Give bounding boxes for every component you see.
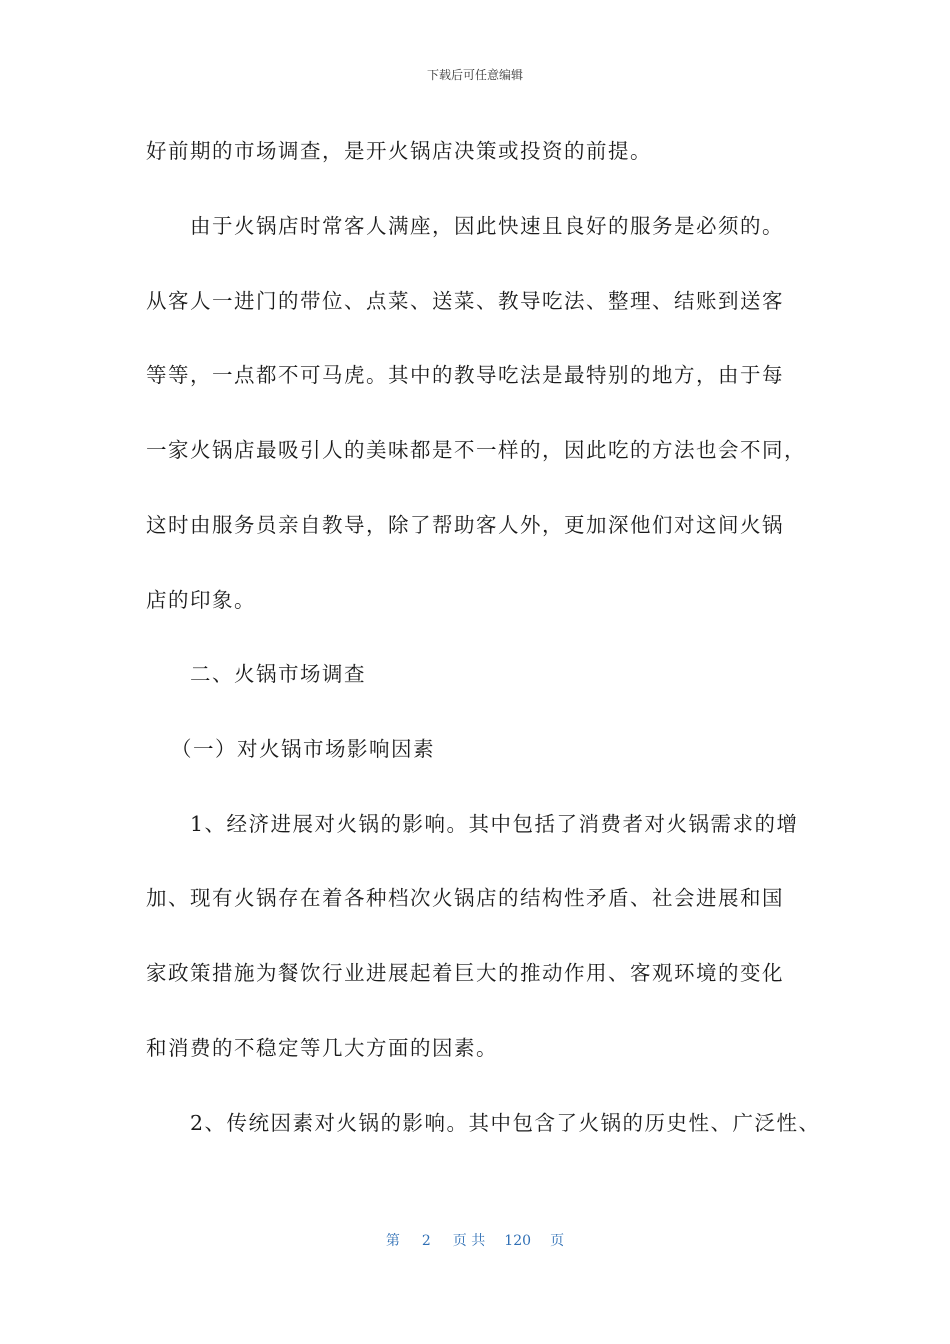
page-footer xyxy=(0,1230,950,1250)
total-pages: 120 xyxy=(504,1233,532,1249)
footer-suffix: 页 xyxy=(550,1233,565,1249)
paragraph-line: 加、现有火锅存在着各种档次火锅店的结构性矛盾、社会进展和国 xyxy=(146,886,784,910)
footer-middle: 页 共 xyxy=(452,1233,486,1249)
page-header: 下载后可任意编辑 xyxy=(426,68,523,82)
paragraph-line: 好前期的市场调查，是开火锅店决策或投资的前提。 xyxy=(146,139,652,163)
footer-prefix: 第 xyxy=(385,1233,400,1249)
current-page-number: 2 xyxy=(421,1233,431,1249)
paragraph-line: 从客人一进门的带位、点菜、送菜、教导吃法、整理、结账到送客 xyxy=(146,289,784,313)
paragraph-line: 店的印象。 xyxy=(146,588,256,612)
section-heading: 二、火锅市场调查 xyxy=(190,662,366,686)
paragraph-line: 这时由服务员亲自教导，除了帮助客人外，更加深他们对这间火锅 xyxy=(146,513,784,537)
paragraph-line: 等等，一点都不可马虎。其中的教导吃法是最特别的地方，由于每 xyxy=(146,363,784,387)
paragraph-line: 一家火锅店最吸引人的美味都是不一样的，因此吃的方法也会不同， xyxy=(146,438,806,462)
paragraph-line: 1、经济进展对火锅的影响。其中包括了消费者对火锅需求的增 xyxy=(190,812,799,836)
paragraph-line: 和消费的不稳定等几大方面的因素。 xyxy=(146,1036,498,1060)
paragraph-line: 2、传统因素对火锅的影响。其中包含了火锅的历史性、广泛性、 xyxy=(190,1111,821,1135)
paragraph-line: 家政策措施为餐饮行业进展起着巨大的推动作用、客观环境的变化 xyxy=(146,961,784,985)
paragraph-line: 由于火锅店时常客人满座，因此快速且良好的服务是必须的。 xyxy=(190,214,784,238)
subsection-heading: （一）对火锅市场影响因素 xyxy=(171,737,435,761)
